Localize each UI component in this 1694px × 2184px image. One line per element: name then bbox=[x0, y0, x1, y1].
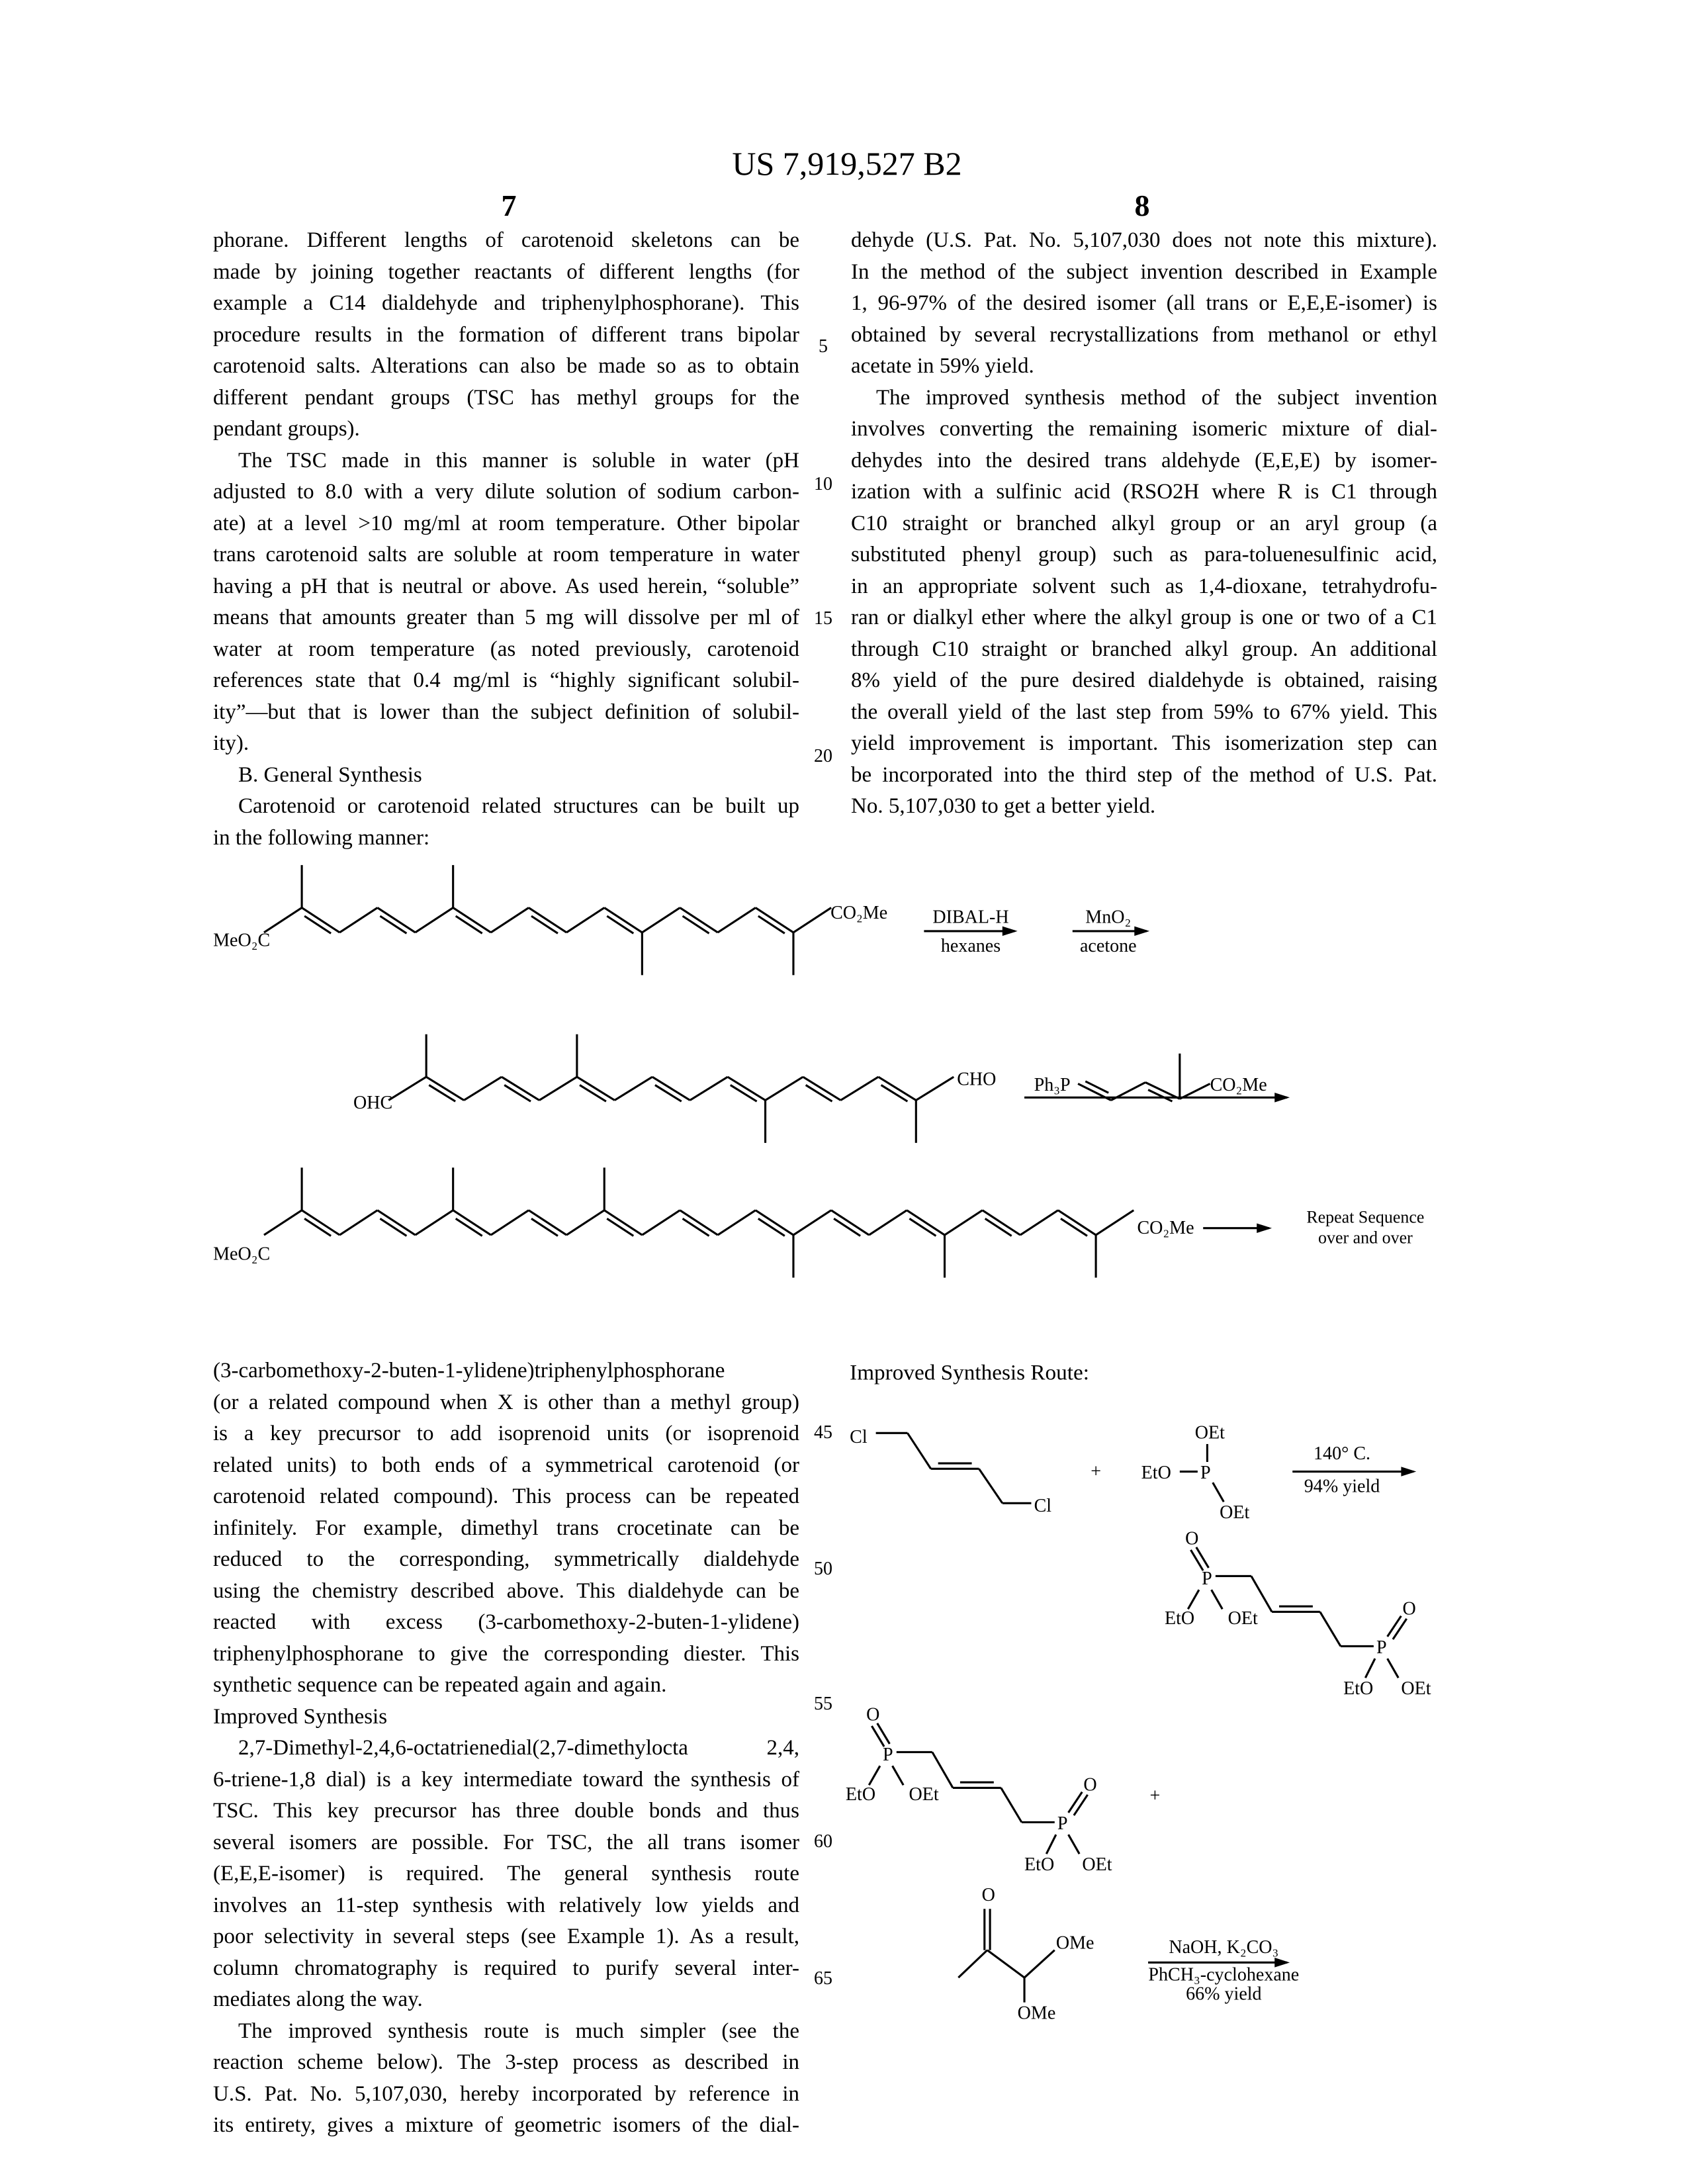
bond bbox=[491, 908, 529, 933]
bond bbox=[377, 908, 415, 933]
bond bbox=[302, 1210, 339, 1235]
bond bbox=[945, 1210, 983, 1235]
bond bbox=[604, 1210, 642, 1235]
bond bbox=[987, 1950, 1024, 1978]
bond bbox=[680, 908, 718, 933]
text-line: infinitely. For example, dimethyl trans crocetinate can be bbox=[213, 1513, 799, 1545]
bond bbox=[983, 1210, 1020, 1235]
repeat-arrow bbox=[1203, 1207, 1424, 1247]
arbuzov-arrow bbox=[1292, 1443, 1416, 1497]
bond bbox=[453, 908, 491, 933]
line-number: 55 bbox=[809, 1694, 838, 1715]
bond bbox=[652, 1077, 690, 1100]
bond bbox=[607, 916, 633, 933]
dimethoxy-butanone-structure bbox=[958, 1885, 1094, 2024]
bond bbox=[1061, 1218, 1087, 1236]
text-line: is a key precursor to add isoprenoid units (or isoprenoid bbox=[213, 1418, 799, 1450]
bond bbox=[339, 1210, 377, 1235]
text-line: carotenoid related compound). This process can be repeated bbox=[213, 1481, 799, 1513]
bond bbox=[1078, 1084, 1111, 1101]
text-line: reduced to the corresponding, symmetrically dialdehyde bbox=[213, 1544, 799, 1576]
bond bbox=[881, 1085, 908, 1102]
improved-route-title bbox=[850, 1360, 1089, 1385]
plus-sign bbox=[1091, 1461, 1101, 1482]
text-line: involves an 11-step synthesis with relatively low yields and bbox=[213, 1890, 799, 1922]
text-line: having a pH that is neutral or above. As used herein, “soluble” bbox=[213, 571, 799, 603]
arrow-head bbox=[1003, 927, 1018, 936]
bond bbox=[607, 1218, 633, 1236]
bond bbox=[869, 1766, 880, 1785]
line-number: 65 bbox=[809, 1968, 838, 1989]
extended-diester-structure bbox=[213, 1167, 1194, 1277]
text-line: 2,7-Dimethyl-2,4,6-octatrienedial(2,7-dimethylocta 2,4, bbox=[213, 1733, 799, 1764]
arrow-head bbox=[1134, 927, 1149, 936]
bond bbox=[718, 908, 756, 933]
ethoxy-label: EtO bbox=[1343, 1678, 1373, 1699]
bond bbox=[504, 1085, 531, 1102]
column-number-left: 7 bbox=[476, 188, 542, 223]
bond bbox=[1020, 1210, 1058, 1235]
text-line: in an appropriate solvent such as 1,4-dioxane, tetrahydrofu- bbox=[851, 571, 1437, 603]
yield-label: 94% yield bbox=[1304, 1477, 1380, 1497]
bond bbox=[1085, 1081, 1108, 1093]
text-line: through C10 straight or branched alkyl group. An additional bbox=[851, 634, 1437, 666]
text-line: 1, 96-97% of the desired isomer (all trans or E,E,E-isomer) is bbox=[851, 288, 1437, 320]
ester-group-label: MeO₂C bbox=[213, 1244, 270, 1265]
line-number: 45 bbox=[809, 1422, 838, 1443]
bond bbox=[907, 1433, 930, 1469]
arrow-head bbox=[1401, 1467, 1416, 1477]
bond bbox=[388, 1077, 426, 1100]
ethoxy-label: EtO bbox=[1141, 1463, 1171, 1483]
bond bbox=[416, 1210, 453, 1235]
bond bbox=[529, 908, 566, 933]
phosphorus-label: P bbox=[883, 1745, 893, 1765]
dialdehyde-structure bbox=[353, 1034, 996, 1143]
text-line: dehyde (U.S. Pat. No. 5,107,030 does not note this mixture). bbox=[851, 225, 1437, 257]
left-column-bottom-text bbox=[213, 1355, 799, 2142]
bond bbox=[531, 916, 558, 933]
improved-route-title: Improved Synthesis Route: bbox=[850, 1360, 1089, 1385]
phosphorus-label: P bbox=[1376, 1637, 1387, 1658]
text-line: C10 straight or branched alkyl group or an aryl group (a bbox=[851, 508, 1437, 540]
text-line: (3-carbomethoxy-2-buten-1-ylidene)triphenylphosphorane bbox=[213, 1355, 799, 1387]
patent-page bbox=[0, 0, 1694, 2184]
bond bbox=[264, 1210, 302, 1235]
text-line: U.S. Pat. No. 5,107,030, hereby incorporated by reference in bbox=[213, 2079, 799, 2111]
solvent-label: acetone bbox=[1080, 936, 1137, 956]
wittig-arrow bbox=[1024, 1093, 1290, 1103]
oxygen-label: O bbox=[1185, 1529, 1198, 1549]
bond bbox=[1111, 1082, 1145, 1100]
bond bbox=[1365, 1659, 1375, 1678]
bond bbox=[502, 1077, 539, 1100]
text-line: be incorporated into the third step of the method of U.S. Pat. bbox=[851, 760, 1437, 792]
bond bbox=[840, 1077, 878, 1100]
bond bbox=[1148, 1090, 1172, 1101]
text-line: TSC. This key precursor has three double bonds and thus bbox=[213, 1796, 799, 1827]
bond bbox=[1251, 1576, 1272, 1612]
text-line: made by joining together reactants of different lengths (for bbox=[213, 257, 799, 289]
text-line: using the chemistry described above. This dialdehyde can be bbox=[213, 1576, 799, 1608]
reduction-arrow bbox=[924, 907, 1017, 956]
bond bbox=[566, 1210, 604, 1235]
ethoxy-label: OEt bbox=[909, 1784, 939, 1805]
bond bbox=[731, 1085, 757, 1102]
text-line: the overall yield of the last step from 59% to 67% yield. This bbox=[851, 697, 1437, 729]
text-line: In the method of the subject invention described in Example bbox=[851, 257, 1437, 289]
text-line: synthetic sequence can be repeated again and again. bbox=[213, 1670, 799, 1702]
text-line: several isomers are possible. For TSC, the all trans isomer bbox=[213, 1827, 799, 1859]
text-line: ization with a sulfinic acid (RSO2H where R is C1 through bbox=[851, 477, 1437, 508]
text-line: (E,E,E-isomer) is required. The general synthesis route bbox=[213, 1858, 799, 1890]
text-line: references state that 0.4 mg/ml is “highly significant solubil- bbox=[213, 665, 799, 697]
bond bbox=[758, 1218, 785, 1236]
bond bbox=[642, 1210, 680, 1235]
bond bbox=[932, 1752, 953, 1788]
bond bbox=[1145, 1082, 1180, 1099]
text-line: different pendant groups (TSC has methyl groups for the bbox=[213, 383, 799, 414]
text-line: substituted phenyl group) such as para-toluenesulfinic acid, bbox=[851, 539, 1437, 571]
plus-sign: + bbox=[1150, 1786, 1161, 1806]
bisphosphonate-reactant-structure bbox=[846, 1705, 1112, 1875]
text-line: (or a related compound when X is other than a methyl group) bbox=[213, 1387, 799, 1419]
section-heading: Improved Synthesis bbox=[213, 1702, 799, 1733]
ethoxy-label: EtO bbox=[1165, 1608, 1194, 1629]
text-line: procedure results in the formation of different trans bipolar bbox=[213, 320, 799, 351]
bond bbox=[878, 1077, 916, 1100]
text-line: reacted with excess (3-carbomethoxy-2-buten-1-ylidene) bbox=[213, 1607, 799, 1639]
text-line: reaction scheme below). The 3-step process as described in bbox=[213, 2047, 799, 2079]
oxygen-label: O bbox=[866, 1705, 879, 1725]
patent-number: US 7,919,527 B2 bbox=[0, 144, 1694, 183]
condition-label: NaOH, K₂CO₃ bbox=[1169, 1937, 1278, 1958]
text-line: acetate in 59% yield. bbox=[851, 351, 1437, 383]
bond bbox=[1069, 1792, 1083, 1813]
text-line: column chromatography is required to purify several inter- bbox=[213, 1953, 799, 1985]
ethoxy-label: OEt bbox=[1220, 1502, 1249, 1523]
repeat-note: Repeat Sequence bbox=[1306, 1207, 1424, 1226]
plus-sign: + bbox=[1091, 1461, 1101, 1482]
text-line: No. 5,107,030 to get a better yield. bbox=[851, 791, 1437, 823]
text-line: adjusted to 8.0 with a very dilute solution of sodium carbon- bbox=[213, 477, 799, 508]
right-column-top-text bbox=[851, 225, 1437, 823]
bond bbox=[834, 1218, 860, 1236]
ethoxy-label: OEt bbox=[1228, 1608, 1258, 1629]
bond bbox=[377, 1210, 415, 1235]
bond bbox=[380, 1218, 406, 1236]
oxygen-label: O bbox=[982, 1885, 995, 1905]
bond bbox=[979, 1469, 1002, 1503]
bond bbox=[907, 1210, 944, 1235]
bond bbox=[529, 1210, 566, 1235]
chlorine-label: Cl bbox=[1034, 1496, 1052, 1516]
bond bbox=[1180, 1084, 1210, 1099]
bond bbox=[426, 1077, 464, 1100]
bond bbox=[718, 1210, 756, 1235]
line-number: 50 bbox=[809, 1559, 838, 1580]
text-line: obtained by several recrystallizations from methanol or ethyl bbox=[851, 320, 1437, 351]
column-number-right: 8 bbox=[1109, 188, 1175, 223]
bond bbox=[453, 1210, 491, 1235]
chlorine-label: Cl bbox=[850, 1427, 868, 1447]
ethoxy-label: OEt bbox=[1195, 1423, 1225, 1443]
bond bbox=[1213, 1482, 1224, 1502]
phosphorus-label: Ph₃P bbox=[1034, 1075, 1071, 1095]
methoxy-label: OMe bbox=[1056, 1933, 1094, 1954]
bond bbox=[1024, 1950, 1055, 1978]
text-line: mediates along the way. bbox=[213, 1984, 799, 2016]
bond bbox=[690, 1077, 728, 1100]
bond bbox=[1069, 1835, 1080, 1854]
ethoxy-label: OEt bbox=[1401, 1678, 1431, 1699]
bisphosphonate-product-structure bbox=[1165, 1529, 1431, 1699]
dichlorobutene-structure bbox=[850, 1427, 1051, 1516]
oxygen-label: O bbox=[1402, 1599, 1415, 1619]
bond bbox=[539, 1077, 577, 1100]
bond bbox=[916, 1077, 954, 1100]
arrow-head bbox=[1274, 1093, 1290, 1103]
dimethyl-crocetinate-structure bbox=[213, 865, 887, 975]
plus-sign bbox=[1150, 1786, 1161, 1806]
bond bbox=[566, 908, 604, 933]
text-line: in the following manner: bbox=[213, 823, 799, 854]
text-line: trans carotenoid salts are soluble at room temperature in water bbox=[213, 539, 799, 571]
bond bbox=[831, 1210, 869, 1235]
bond bbox=[877, 1723, 890, 1744]
phosphorus-label: P bbox=[1200, 1463, 1211, 1483]
bond bbox=[1393, 1619, 1407, 1639]
bond bbox=[264, 908, 302, 933]
line-number: 60 bbox=[809, 1831, 838, 1852]
bond bbox=[756, 908, 793, 933]
ethoxy-label: EtO bbox=[846, 1784, 875, 1805]
bond bbox=[577, 1077, 615, 1100]
text-line: ity). bbox=[213, 728, 799, 760]
oxygen-label: O bbox=[1083, 1775, 1096, 1796]
bond bbox=[1058, 1210, 1096, 1235]
text-line: ity”—but that is lower than the subject definition of solubil- bbox=[213, 697, 799, 729]
bond bbox=[604, 908, 642, 933]
ester-group-label: MeO₂C bbox=[213, 931, 270, 951]
text-line: water at room temperature (as noted previously, carotenoid bbox=[213, 634, 799, 666]
bond bbox=[985, 1218, 1012, 1236]
text-line: dehydes into the desired trans aldehyde (E,E,E) by isomer- bbox=[851, 445, 1437, 477]
repeat-note: over and over bbox=[1318, 1228, 1413, 1248]
bond bbox=[491, 1210, 529, 1235]
text-line: poor selectivity in several steps (see Example 1). As a result, bbox=[213, 1921, 799, 1953]
text-line: phorane. Different lengths of carotenoid skeletons can be bbox=[213, 225, 799, 257]
bond bbox=[909, 1218, 936, 1236]
ester-group-label: CO₂Me bbox=[830, 903, 887, 923]
bond bbox=[302, 908, 339, 933]
bond bbox=[1388, 1659, 1399, 1678]
text-line: pendant groups). bbox=[213, 414, 799, 445]
section-heading: B. General Synthesis bbox=[213, 760, 799, 792]
text-line: The improved synthesis route is much simpler (see the bbox=[213, 2016, 799, 2048]
text-line: ran or dialkyl ether where the alkyl group is one or two of a C1 bbox=[851, 602, 1437, 634]
ethoxy-label: OEt bbox=[1082, 1854, 1112, 1875]
line-number: 5 bbox=[809, 336, 838, 357]
bond bbox=[580, 1085, 606, 1102]
bond bbox=[680, 1210, 718, 1235]
ester-group-label: CO₂Me bbox=[1137, 1218, 1194, 1238]
bond bbox=[1190, 1550, 1203, 1570]
bond bbox=[958, 1950, 987, 1978]
methoxy-label: OMe bbox=[1018, 2003, 1056, 2024]
text-line: its entirety, gives a mixture of geometric isomers of the dial- bbox=[213, 2110, 799, 2142]
condition-label: 140° C. bbox=[1314, 1443, 1370, 1464]
bond bbox=[683, 1218, 709, 1236]
reagent-label: MnO₂ bbox=[1085, 907, 1131, 927]
bond bbox=[1096, 1210, 1134, 1235]
line-number: 20 bbox=[809, 746, 838, 767]
arrow-head bbox=[1274, 1958, 1290, 1968]
bond bbox=[1046, 1835, 1056, 1854]
bond bbox=[793, 1210, 831, 1235]
bond bbox=[1188, 1590, 1199, 1609]
left-column-top-text bbox=[213, 225, 799, 854]
bond bbox=[1001, 1788, 1022, 1822]
bond bbox=[642, 908, 680, 933]
text-line: triphenylphosphorane to give the corresponding diester. This bbox=[213, 1639, 799, 1670]
bond bbox=[1388, 1616, 1402, 1637]
bond bbox=[806, 1085, 832, 1102]
text-line: means that amounts greater than 5 mg will dissolve per ml of bbox=[213, 602, 799, 634]
text-line: related units) to both ends of a symmetrical carotenoid (or bbox=[213, 1450, 799, 1482]
bond bbox=[655, 1085, 682, 1102]
text-line: ate) at a level >10 mg/ml at room temperature. Other bipolar bbox=[213, 508, 799, 540]
bond bbox=[416, 908, 453, 933]
bond bbox=[728, 1077, 766, 1100]
arrow-head bbox=[1257, 1223, 1272, 1233]
text-line: involves converting the remaining isomeric mixture of dial- bbox=[851, 414, 1437, 445]
bond bbox=[803, 1077, 841, 1100]
bond bbox=[615, 1077, 652, 1100]
bond bbox=[683, 916, 709, 933]
bond bbox=[429, 1085, 455, 1102]
bond bbox=[456, 1218, 482, 1236]
bond bbox=[464, 1077, 502, 1100]
bond bbox=[1212, 1590, 1223, 1609]
triethyl-phosphite-structure bbox=[1141, 1423, 1250, 1524]
wittig-reagent-structure bbox=[1034, 1054, 1267, 1101]
bond bbox=[304, 1218, 331, 1236]
bond bbox=[1196, 1547, 1209, 1568]
bond bbox=[339, 908, 377, 933]
oxidation-arrow bbox=[1073, 907, 1149, 956]
yield-label: 66% yield bbox=[1186, 1983, 1262, 2004]
ethoxy-label: EtO bbox=[1024, 1854, 1054, 1875]
condition-label: PhCH₃-cyclohexane bbox=[1148, 1964, 1299, 1985]
bond bbox=[304, 916, 331, 933]
line-number: 10 bbox=[809, 474, 838, 495]
text-line: The TSC made in this manner is soluble in water (pH bbox=[213, 445, 799, 477]
text-line: Carotenoid or carotenoid related structures can be built up bbox=[213, 791, 799, 823]
bond bbox=[766, 1077, 803, 1100]
text-line: 6-triene-1,8 dial) is a key intermediate toward the synthesis of bbox=[213, 1764, 799, 1796]
bond bbox=[1320, 1612, 1341, 1646]
line-number: 15 bbox=[809, 608, 838, 629]
bond bbox=[871, 1726, 884, 1747]
bond bbox=[456, 916, 482, 933]
text-line: yield improvement is important. This isomerization step can bbox=[851, 728, 1437, 760]
bond bbox=[756, 1210, 793, 1235]
olefination-arrow bbox=[1148, 1937, 1299, 2005]
aldehyde-group-label: CHO bbox=[957, 1069, 996, 1090]
text-line: The improved synthesis method of the subject invention bbox=[851, 383, 1437, 414]
phosphorus-label: P bbox=[1202, 1569, 1212, 1589]
phosphorus-label: P bbox=[1057, 1813, 1068, 1834]
aldehyde-group-label: OHC bbox=[353, 1093, 392, 1113]
bond bbox=[758, 916, 785, 933]
ester-group-label: CO₂Me bbox=[1210, 1075, 1267, 1095]
bond bbox=[793, 908, 831, 933]
bond bbox=[531, 1218, 558, 1236]
solvent-label: hexanes bbox=[941, 936, 1001, 956]
bond bbox=[1074, 1795, 1088, 1815]
text-line: 8% yield of the pure desired dialdehyde is obtained, raising bbox=[851, 665, 1437, 697]
text-line: example a C14 dialdehyde and triphenylphosphorane). This bbox=[213, 288, 799, 320]
text-line: carotenoid salts. Alterations can also be made so as to obtain bbox=[213, 351, 799, 383]
bond bbox=[869, 1210, 907, 1235]
bond bbox=[380, 916, 406, 933]
reagent-label: DIBAL-H bbox=[932, 907, 1008, 927]
bond bbox=[893, 1766, 904, 1785]
